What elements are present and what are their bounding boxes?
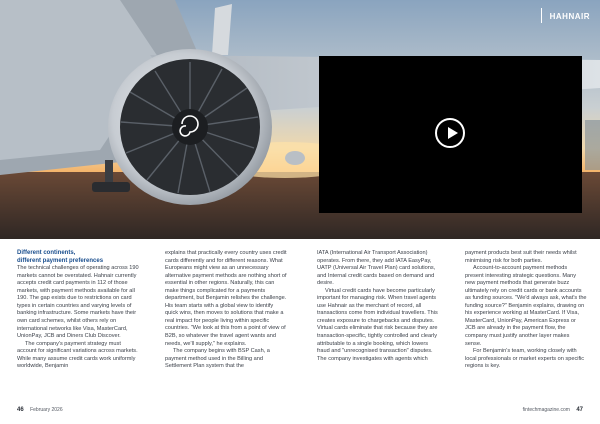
paragraph: Virtual credit cards have become particularly important for managing risk. When travel agents use Hahnair as the merchant of record, all transactions come from individual travellers. This creates exposure to chargebacks and disputes. Virtual cards eliminate that risk because they are transaction-specific, tightly controlled and clearly attributable to a single booking, which lowers fraud and "unrecognised transaction" disputes. The company investigates with agents which <box>317 287 438 362</box>
brand-divider <box>541 8 542 23</box>
article-column-2 <box>165 250 287 371</box>
paragraph: IATA (International Air Transport Association) operates. From there, they add IATA EasyPay, UATP (Universal Air Travel Plan) card solutions, and Internal credit cards based on demand and desire. <box>317 250 436 287</box>
paragraph: The company's payment strategy must account for significant variations across markets. While many assume credit cards work uniformly worldwide, Benjamin <box>17 340 138 370</box>
article-column-3 <box>317 250 439 363</box>
site-url[interactable]: fintechmagazine.com <box>522 407 570 413</box>
paragraph: For Benjamin's team, working closely with local professionals or market experts on specific regions is key. <box>465 348 585 370</box>
page-number-right: 47 <box>576 407 583 413</box>
section-heading-line2: different payment preferences <box>17 257 104 264</box>
article-column-1 <box>17 250 139 371</box>
page-number-left: 46 <box>17 407 24 413</box>
brand-logo: HAHNAIR <box>549 12 590 21</box>
play-icon <box>448 127 458 139</box>
play-button[interactable] <box>435 118 465 148</box>
section-heading-line1: Different continents, <box>17 250 76 256</box>
paragraph: Account-to-account payment methods present interesting strategic questions. Many new payment methods that generate buzz ultimately rely on credit cards or bank accounts as funding sources. "We'd always ask, what's the funding source?" Benjamin explains, drawing on his experience working at MasterCard. If Visa, MasterCard, UnionPay, American Express or JCB are already in the payment flow, the company must justify another layer makes sense. <box>465 265 587 347</box>
paragraph: The company begins with BSP Cash, a payment method used in the Billing and Settlement Plan system that the <box>165 348 270 370</box>
paragraph: explains that practically every country uses credit cards differently and for different reasons. What Europeans might view as an unnecessary alternative payment methods are nothing short of essential in other regions. Naturally, this can make things complicated for a payments department, but Benjamin relishes the challenge. His team starts with a global view to identify quick wins, then moves to solutions that make a real impact for people living within specific countries. "We look at this from a point of view of B2B, so whatever the travel agent wants and needs, we'll supply," he explains. <box>165 250 287 347</box>
video-player[interactable] <box>319 56 582 213</box>
footer-left <box>17 407 63 413</box>
issue-date: February 2026 <box>30 407 63 413</box>
paragraph: payment products best suit their needs whilst minimising risk for both parties. <box>465 250 577 264</box>
footer-right <box>523 407 583 413</box>
article-column-4 <box>465 250 587 371</box>
paragraph: The technical challenges of operating across 190 markets cannot be overstated. Hahnair currently accepts credit card payments in 112 of those markets, with payment methods available for all 190. The gap exists due to restrictions on card types in certain countries and varying levels of banking infrastructure. Some markets have their own card schemes, whilst others rely on international networks like Visa, MasterCard, UnionPay, JCB and Diners Club Discover. <box>17 265 139 340</box>
